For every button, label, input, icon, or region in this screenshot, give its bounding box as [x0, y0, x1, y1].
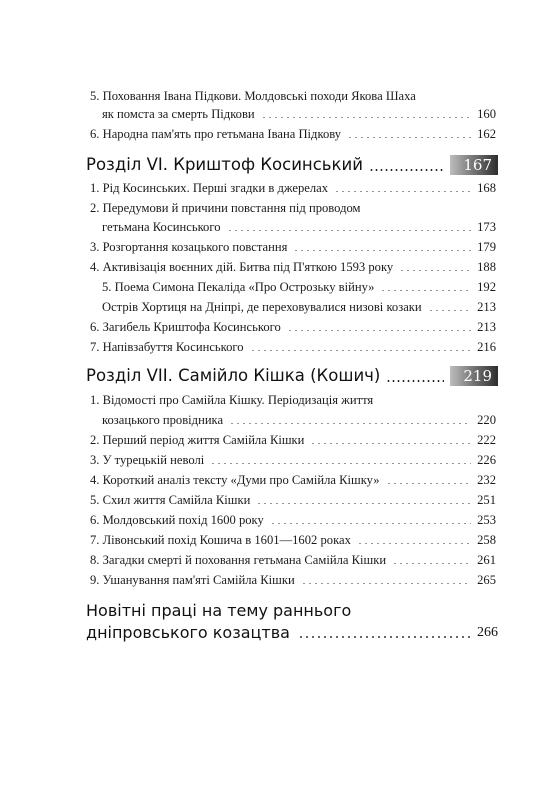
toc-page-number: 253	[477, 513, 496, 527]
chapter-page-number: 167	[450, 155, 498, 175]
toc-entry-text: 3. Розгортання козацького повстання	[90, 240, 288, 254]
toc-entry[interactable]	[102, 219, 496, 235]
toc-entry-line1: 1. Відомості про Самійла Кішку. Періодизація життя	[90, 393, 374, 407]
toc-entry[interactable]	[90, 532, 496, 548]
toc-page-number: 213	[477, 300, 496, 314]
toc-page-number: 266	[477, 625, 498, 640]
toc-entry-text: 4. Короткий аналіз тексту «Думи про Самійла Кішку»	[90, 473, 380, 487]
toc-entry-text: 6. Загибель Криштофа Косинського	[90, 320, 281, 334]
chapter-leader	[386, 380, 444, 382]
leader-dots	[310, 443, 471, 444]
toc-entry-text: Острів Хортиця на Дніпрі, де переховувалися низові козаки	[102, 300, 422, 314]
leader-dots	[392, 563, 471, 564]
toc-entry[interactable]	[90, 339, 496, 355]
leader-dots	[298, 636, 471, 638]
final-section-row	[86, 622, 498, 644]
toc-entry[interactable]	[90, 552, 496, 568]
toc-entry-text: 9. Ушанування пам'яті Самійла Кішки	[90, 573, 295, 587]
toc-entry-text: як помста за смерть Підкови	[102, 107, 255, 121]
final-section-title-line1: Новітні праці на тему раннього	[86, 601, 352, 620]
toc-entry[interactable]	[90, 472, 496, 488]
toc-page-number: 179	[477, 240, 496, 254]
chapter-7-heading[interactable]	[86, 365, 498, 387]
toc-entry[interactable]	[90, 572, 496, 588]
toc-entry-text: 7. Напівзабуття Косинського	[90, 340, 244, 354]
toc-entry-text: гетьмана Косинського	[102, 220, 221, 234]
leader-dots	[210, 463, 471, 464]
final-section-heading[interactable]	[86, 600, 498, 644]
toc-page-number: 258	[477, 533, 496, 547]
leader-dots	[261, 117, 471, 118]
chapter-6-heading[interactable]	[86, 154, 498, 176]
toc-entry-text: 6. Молдовський похід 1600 року	[90, 513, 264, 527]
toc-entry[interactable]	[90, 492, 496, 508]
toc-entry-text: козацького провідника	[102, 413, 224, 427]
final-section-title-line2: дніпровського козацтва	[86, 623, 290, 642]
toc-entry[interactable]	[90, 239, 496, 255]
chapter-leader	[369, 169, 444, 171]
toc-page-number: 192	[477, 280, 496, 294]
chapter-title: Розділ VII. Самійло Кішка (Кошич)	[86, 366, 381, 385]
toc-entry[interactable]	[102, 279, 496, 295]
leader-dots	[386, 483, 471, 484]
leader-dots	[256, 503, 471, 504]
toc-page-number: 216	[477, 340, 496, 354]
leader-dots	[399, 270, 471, 271]
toc-entry[interactable]	[90, 432, 496, 448]
leader-dots	[301, 583, 471, 584]
leader-dots	[347, 137, 471, 138]
leader-dots	[357, 543, 471, 544]
leader-dots	[229, 423, 471, 424]
leader-dots	[293, 250, 471, 251]
toc-page-number: 261	[477, 553, 496, 567]
toc-entry[interactable]	[90, 512, 496, 528]
toc-page-number: 162	[477, 127, 496, 141]
toc-entry[interactable]	[90, 319, 496, 335]
chapter-page-number: 219	[450, 366, 498, 386]
toc-entry-text: 4. Активізація воєнних дій. Битва під П'яткою 1593 року	[90, 260, 394, 274]
toc-entry-text: 5. Схил життя Самійла Кішки	[90, 493, 251, 507]
toc-page-number: 160	[477, 107, 496, 121]
leader-dots	[334, 191, 471, 192]
toc-entry-text: 8. Загадки смерті й поховання гетьмана Самійла Кішки	[90, 553, 387, 567]
toc-entry[interactable]	[102, 299, 496, 315]
toc-page-number: 265	[477, 573, 496, 587]
toc-entry-text: 7. Лівонський похід Кошича в 1601—1602 роках	[90, 533, 351, 547]
toc-page-number: 168	[477, 181, 496, 195]
toc-entry-text: 3. У турецькій неволі	[90, 453, 205, 467]
toc-entry[interactable]	[90, 180, 496, 196]
toc-entry[interactable]	[90, 452, 496, 468]
toc-page-number: 251	[477, 493, 496, 507]
leader-dots	[227, 230, 472, 231]
toc-page-number: 188	[477, 260, 496, 274]
toc-entry[interactable]	[102, 412, 496, 428]
toc-page-number: 220	[477, 413, 496, 427]
toc-page-number: 226	[477, 453, 496, 467]
toc-entry-6[interactable]	[90, 126, 496, 142]
toc-entry-text: 6. Народна пам'ять про гетьмана Івана Підкову	[90, 127, 342, 141]
toc-entry-5[interactable]	[102, 106, 496, 122]
leader-dots	[287, 330, 471, 331]
toc-entry-5-line1: 5. Поховання Івана Підкови. Молдовські походи Якова Шаха	[90, 89, 416, 103]
toc-page-number: 232	[477, 473, 496, 487]
leader-dots	[428, 310, 471, 311]
toc-entry[interactable]	[90, 259, 496, 275]
toc-entry-text: 2. Перший період життя Самійла Кішки	[90, 433, 305, 447]
leader-dots	[270, 523, 471, 524]
chapter-title: Розділ VI. Криштоф Косинський	[86, 155, 363, 174]
toc-entry-text: 5. Поема Симона Пекаліда «Про Острозьку війну»	[102, 280, 375, 294]
toc-page-number: 213	[477, 320, 496, 334]
leader-dots	[380, 290, 471, 291]
leader-dots	[250, 350, 471, 351]
toc-entry-line1: 2. Передумови й причини повстання під проводом	[90, 201, 361, 215]
toc-page-number: 222	[477, 433, 496, 447]
toc-page-number: 173	[477, 220, 496, 234]
toc-entry-text: 1. Рід Косинських. Перші згадки в джерелах	[90, 181, 329, 195]
